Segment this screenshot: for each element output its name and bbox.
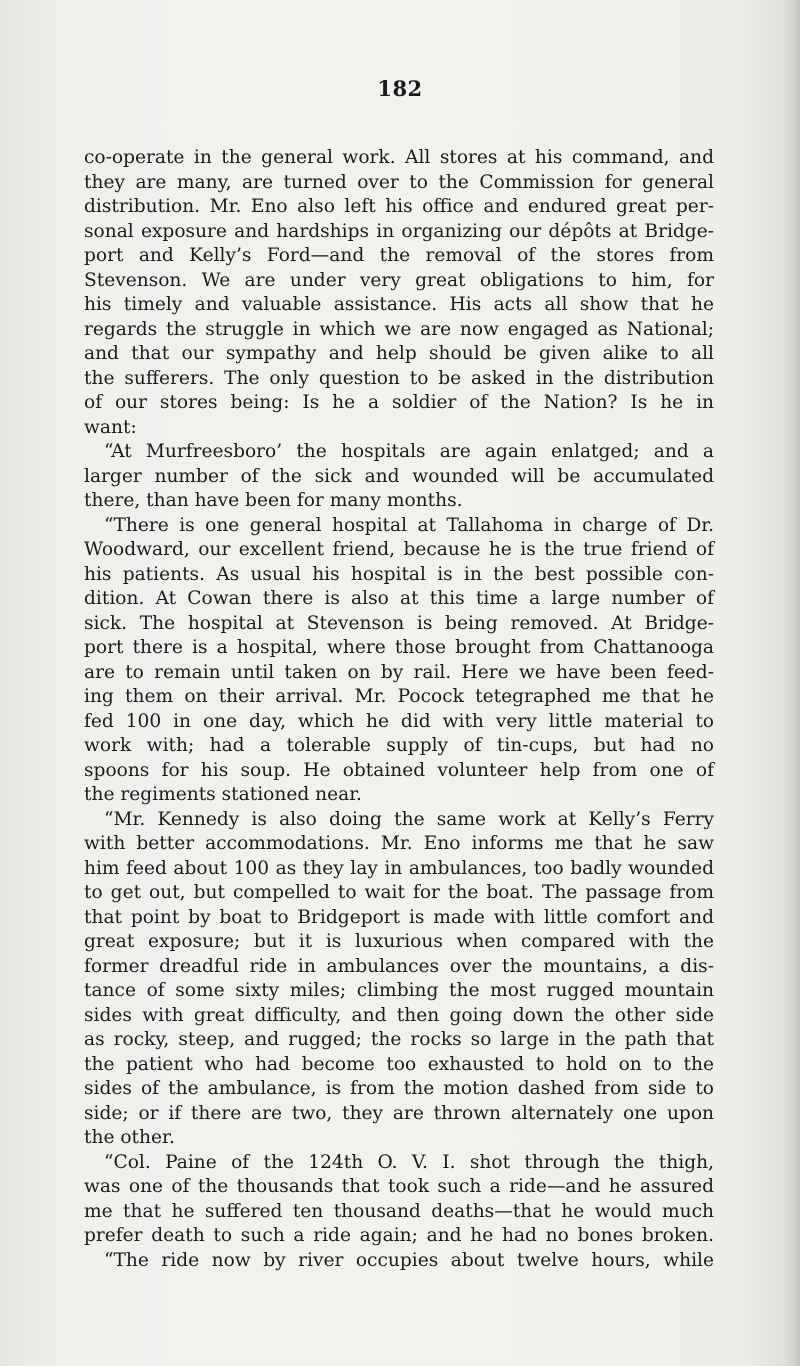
- text-line: fed 100 in one day, which he did with very little material to: [84, 710, 714, 732]
- text-line: work with; had a tolerable supply of tin-cups, but had no: [84, 735, 714, 756]
- text-line: larger number of the sick and wounded will be accumulated: [84, 465, 714, 487]
- text-line: want:: [84, 416, 137, 438]
- text-line: “Mr. Kennedy is also doing the same work at Kelly’s Ferry: [104, 808, 714, 830]
- text-line: that point by boat to Bridgeport is made with little comfort and: [84, 906, 714, 928]
- text-line: sonal exposure and hardships in organizing our dépôts at Bridge-: [84, 220, 714, 242]
- text-line: and that our sympathy and help should be given alike to all: [84, 343, 714, 364]
- text-line: “There is one general hospital at Tallahoma in charge of Dr.: [104, 514, 714, 536]
- text-line: as rocky, steep, and rugged; the rocks so large in the path that: [84, 1029, 714, 1050]
- text-line: his patients. As usual his hospital is in the best possible con-: [84, 563, 714, 585]
- text-line: co-operate in the general work. All stores at his command, and: [84, 147, 714, 168]
- text-line: sides of the ambulance, is from the motion dashed from side to: [84, 1078, 714, 1099]
- text-line: former dreadful ride in ambulances over the mountains, a dis-: [84, 955, 714, 977]
- text-line: there, than have been for many months.: [84, 490, 463, 511]
- page-number: 182: [377, 76, 423, 101]
- page-text: [84, 146, 714, 1273]
- text-line: side; or if there are two, they are thrown alternately one upon: [84, 1102, 714, 1124]
- text-line: the patient who had become too exhausted to hold on to the: [84, 1053, 714, 1075]
- text-line: sick. The hospital at Stevenson is being removed. At Bridge-: [84, 612, 714, 634]
- text-line: his timely and valuable assistance. His acts all show that he: [84, 294, 714, 315]
- page-edge-shadow: [786, 0, 800, 1366]
- text-line: sides with great difficulty, and then going down the other side: [84, 1004, 714, 1026]
- text-line: tance of some sixty miles; climbing the most rugged mountain: [84, 980, 714, 1001]
- text-line: spoons for his soup. He obtained volunteer help from one of: [84, 759, 714, 781]
- text-line: of our stores being: Is he a soldier of the Nation? Is he in: [84, 392, 714, 413]
- text-line: distribution. Mr. Eno also left his office and endured great per-: [84, 196, 714, 217]
- text-line: to get out, but compelled to wait for the boat. The passage from: [84, 882, 714, 903]
- text-line: “The ride now by river occupies about twelve hours, while: [104, 1249, 714, 1271]
- text-line: the other.: [84, 1127, 175, 1148]
- text-line: with better accommodations. Mr. Eno informs me that he saw: [84, 833, 714, 854]
- text-line: was one of the thousands that took such a ride—and he assured: [84, 1176, 714, 1197]
- text-line: great exposure; but it is luxurious when compared with the: [84, 931, 714, 952]
- text-line: me that he suffered ten thousand deaths—that he would much: [84, 1200, 714, 1222]
- text-line: ing them on their arrival. Mr. Pocock tetegraphed me that he: [84, 686, 714, 707]
- text-line: the sufferers. The only question to be asked in the distribution: [84, 367, 714, 389]
- text-line: Stevenson. We are under very great obligations to him, for: [84, 269, 714, 291]
- text-line: are to remain until taken on by rail. Here we have been feed-: [84, 661, 714, 683]
- text-line: port there is a hospital, where those brought from Chattanooga: [84, 637, 714, 658]
- text-line: regards the struggle in which we are now engaged as National;: [84, 318, 714, 340]
- text-line: prefer death to such a ride again; and he had no bones broken.: [84, 1225, 714, 1246]
- text-line: “Col. Paine of the 124th O. V. I. shot through the thigh,: [104, 1151, 714, 1173]
- text-line: him feed about 100 as they lay in ambulances, too badly wounded: [84, 857, 714, 879]
- text-line: dition. At Cowan there is also at this time a large number of: [84, 588, 714, 609]
- text-line: Woodward, our excellent friend, because he is the true friend of: [84, 539, 714, 560]
- text-line: the regiments stationed near.: [84, 784, 362, 805]
- text-line: port and Kelly’s Ford—and the removal of the stores from: [84, 245, 714, 266]
- text-line: “At Murfreesboro’ the hospitals are again enlatged; and a: [104, 441, 714, 462]
- text-line: they are many, are turned over to the Commission for general: [84, 171, 714, 193]
